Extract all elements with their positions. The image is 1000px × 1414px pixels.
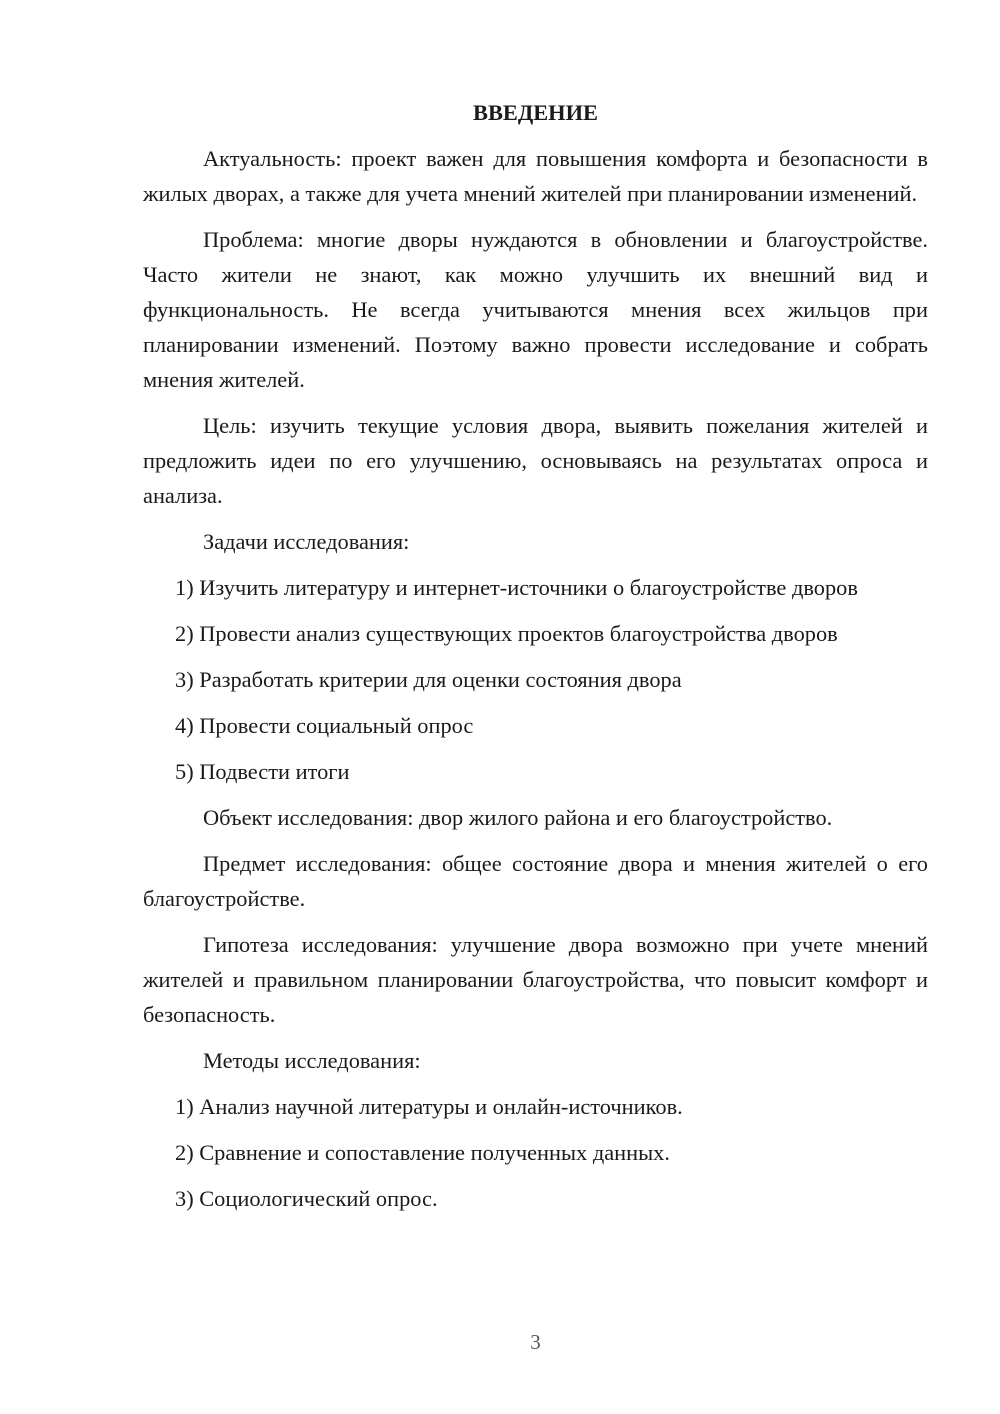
relevance-paragraph: Актуальность: проект важен для повышения комфорта и безопасности в жилых дворах, а также для учета мнений жителей при планировании изменений. [143, 146, 928, 206]
page-number: 3 [530, 1330, 541, 1354]
object-paragraph: Объект исследования: двор жилого района и его благоустройство. [203, 805, 833, 830]
task-item-1: 1) Изучить литературу и интернет-источники о благоустройстве дворов [175, 575, 858, 600]
document-page [143, 95, 928, 1227]
method-item-1: 1) Анализ научной литературы и онлайн-источников. [175, 1094, 683, 1119]
problem-paragraph: Проблема: многие дворы нуждаются в обновлении и благоустройстве. Часто жители не знают, как можно улучшить их внешний вид и функциональность. Не всегда учитываются мнения всех жильцов при планировании изменений. Поэтому важно провести исследование и собрать мнения жителей. [143, 227, 928, 392]
task-item-4: 4) Провести социальный опрос [175, 713, 474, 738]
goal-paragraph: Цель: изучить текущие условия двора, выявить пожелания жителей и предложить идеи по его улучшению, основываясь на результатах опроса и анализа. [143, 413, 928, 508]
subject-paragraph: Предмет исследования: общее состояние двора и мнения жителей о его благоустройстве. [143, 851, 928, 911]
task-item-3: 3) Разработать критерии для оценки состояния двора [175, 667, 682, 692]
task-item-2: 2) Провести анализ существующих проектов благоустройства дворов [175, 621, 838, 646]
task-item-5: 5) Подвести итоги [175, 759, 350, 784]
method-item-2: 2) Сравнение и сопоставление полученных данных. [175, 1140, 670, 1165]
hypothesis-paragraph: Гипотеза исследования: улучшение двора возможно при учете мнений жителей и правильном планировании благоустройства, что повысит комфорт и безопасность. [143, 932, 928, 1027]
page-title: ВВЕДЕНИЕ [473, 100, 598, 125]
tasks-heading: Задачи исследования: [203, 529, 410, 554]
methods-heading: Методы исследования: [203, 1048, 421, 1073]
method-item-3: 3) Социологический опрос. [175, 1186, 438, 1211]
